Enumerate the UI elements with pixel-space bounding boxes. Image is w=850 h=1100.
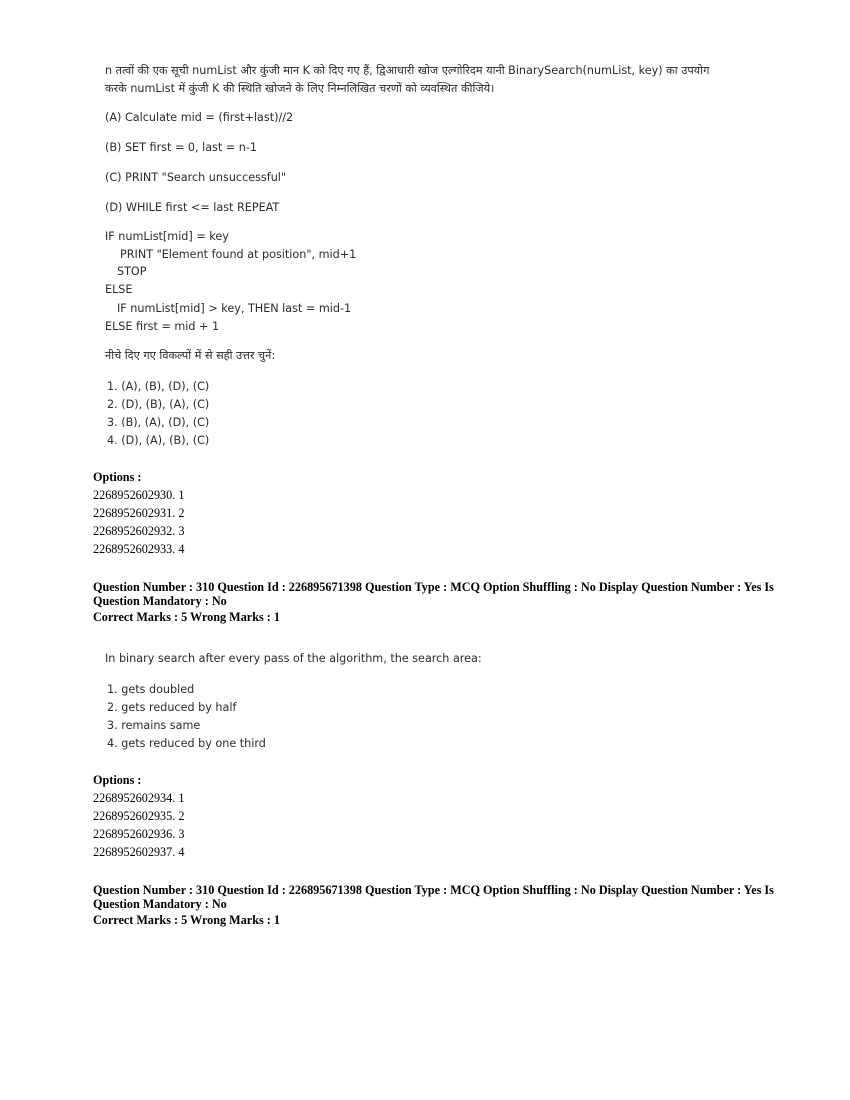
meta-line: Question Mandatory : No bbox=[93, 897, 227, 911]
choice-item: 4. gets reduced by one third bbox=[107, 737, 266, 750]
question-1-choices bbox=[107, 378, 209, 450]
option-id: 2268952602934. 1 bbox=[93, 791, 185, 805]
meta-line: Question Number : 310 Question Id : 226895671398 Question Type : MCQ Option Shuffling : No Display Question Number : Yes Is bbox=[93, 883, 774, 897]
meta-line: Correct Marks : 5 Wrong Marks : 1 bbox=[93, 610, 280, 624]
choice-item: 3. remains same bbox=[107, 719, 201, 732]
step-c: (C) PRINT "Search unsuccessful" bbox=[105, 171, 287, 184]
choose-prompt: नीचे दिए गए विकल्पों में से सही उत्तर चुनें: bbox=[105, 349, 276, 362]
option-id: 2268952602935. 2 bbox=[93, 809, 185, 823]
step-a: (A) Calculate mid = (first+last)//2 bbox=[105, 111, 294, 124]
option-id: 2268952602933. 4 bbox=[93, 542, 185, 556]
code-line-1: IF numList[mid] = key bbox=[105, 230, 229, 243]
option-id: 2268952602937. 4 bbox=[93, 845, 185, 859]
choice-item: 1. (A), (B), (D), (C) bbox=[107, 380, 210, 393]
options-list-1 bbox=[93, 486, 184, 558]
code-line-2: PRINT "Element found at position", mid+1 bbox=[120, 248, 357, 261]
question-2-text: In binary search after every pass of the algorithm, the search area: bbox=[105, 652, 482, 665]
code-line-6: ELSE first = mid + 1 bbox=[105, 320, 220, 333]
option-id: 2268952602930. 1 bbox=[93, 488, 185, 502]
meta-line: Question Mandatory : No bbox=[93, 594, 227, 608]
meta-line: Correct Marks : 5 Wrong Marks : 1 bbox=[93, 913, 280, 927]
meta-line: Question Number : 310 Question Id : 226895671398 Question Type : MCQ Option Shuffling : No Display Question Number : Yes Is bbox=[93, 580, 774, 594]
code-line-4: ELSE bbox=[105, 283, 133, 296]
choice-item: 4. (D), (A), (B), (C) bbox=[107, 434, 210, 447]
step-b: (B) SET first = 0, last = n-1 bbox=[105, 141, 258, 154]
question-meta-2 bbox=[93, 883, 774, 927]
choice-item: 2. gets reduced by half bbox=[107, 701, 237, 714]
option-id: 2268952602932. 3 bbox=[93, 524, 185, 538]
choice-item: 3. (B), (A), (D), (C) bbox=[107, 416, 210, 429]
options-list-2 bbox=[93, 789, 184, 861]
question-1-intro bbox=[105, 62, 755, 98]
options-label-2: Options : bbox=[93, 773, 142, 787]
choice-item: 2. (D), (B), (A), (C) bbox=[107, 398, 210, 411]
question-meta-1 bbox=[93, 580, 774, 624]
option-id: 2268952602931. 2 bbox=[93, 506, 185, 520]
code-line-3: STOP bbox=[117, 265, 147, 278]
option-id: 2268952602936. 3 bbox=[93, 827, 185, 841]
question-1-intro-line-2: करके numList में कुंजी K की स्थिति खोजने के लिए निम्नलिखित चरणों को व्यवस्थित कीजिये। bbox=[105, 82, 495, 95]
options-label-1: Options : bbox=[93, 470, 142, 484]
choice-item: 1. gets doubled bbox=[107, 683, 195, 696]
question-2-choices bbox=[107, 681, 266, 753]
question-1-intro-line-1: n तत्वों की एक सूची numList और कुंजी मान K को दिए गए हैं, द्विआधारी खोज एल्गोरिदम यानी BinarySearch(numList, key) का उपयोग bbox=[105, 64, 710, 77]
code-line-5: IF numList[mid] > key, THEN last = mid-1 bbox=[117, 302, 352, 315]
step-d: (D) WHILE first <= last REPEAT bbox=[105, 201, 280, 214]
